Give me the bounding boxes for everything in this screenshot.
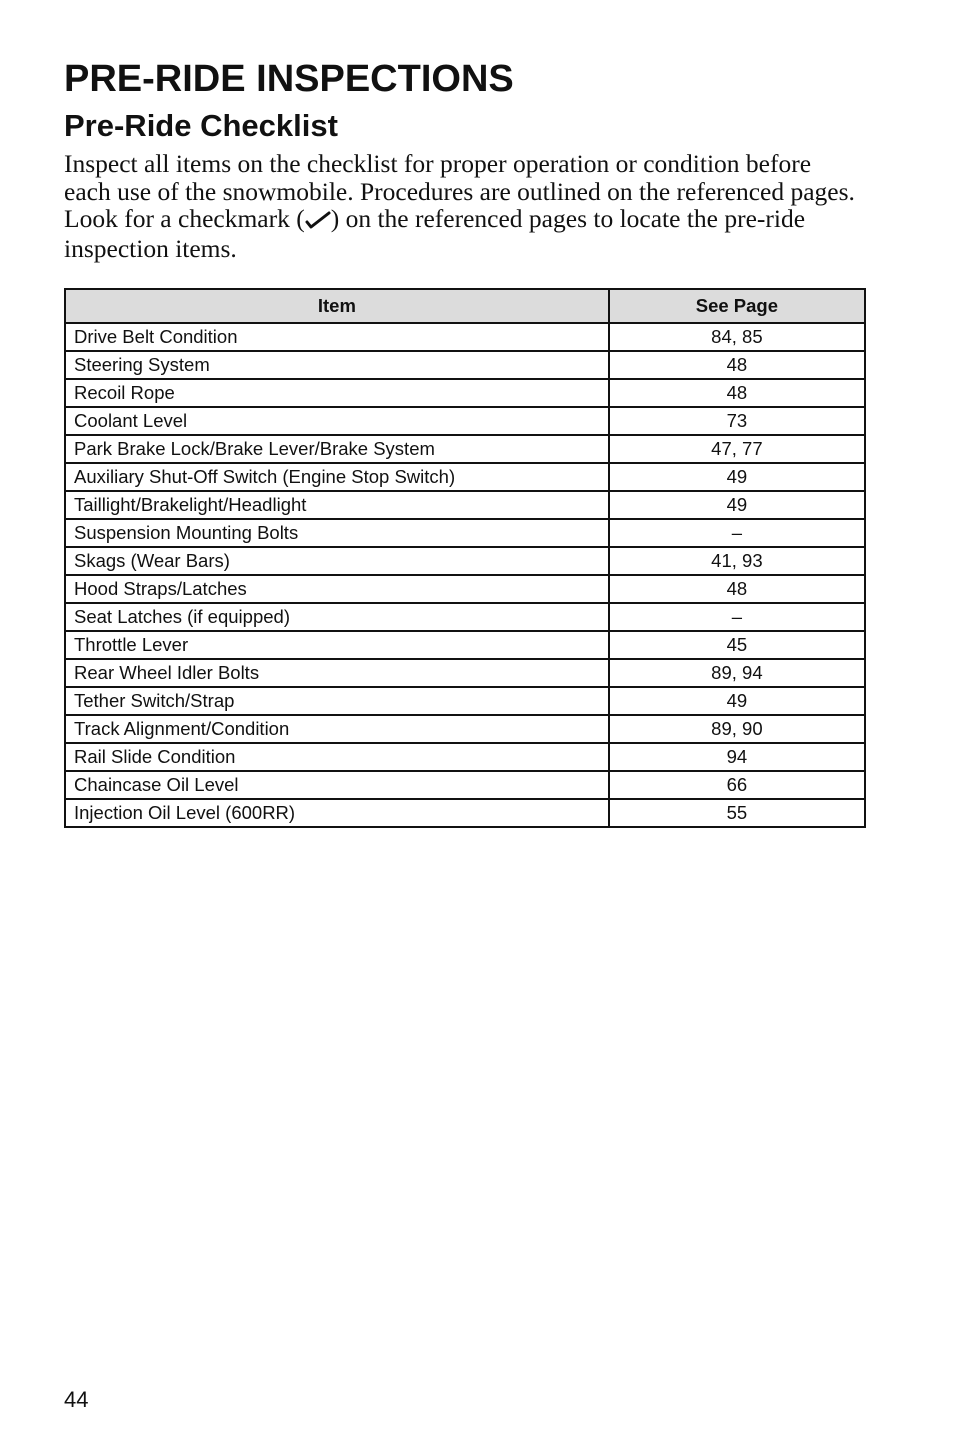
table-row (65, 351, 865, 379)
item-cell: Drive Belt Condition (65, 323, 609, 351)
item-cell: Chaincase Oil Level (65, 771, 609, 799)
table-row (65, 491, 865, 519)
see-page-cell: 48 (609, 575, 865, 603)
see-page-cell: 89, 90 (609, 715, 865, 743)
intro-paragraph (64, 150, 864, 262)
see-page-cell: 84, 85 (609, 323, 865, 351)
see-page-cell: 45 (609, 631, 865, 659)
table-row (65, 799, 865, 827)
table-row (65, 771, 865, 799)
item-cell: Injection Oil Level (600RR) (65, 799, 609, 827)
table-row (65, 603, 865, 631)
pre-ride-checklist-table (64, 288, 866, 828)
see-page-cell: – (609, 519, 865, 547)
item-cell: Track Alignment/Condition (65, 715, 609, 743)
page-number: 44 (64, 1387, 89, 1412)
see-page-cell: 41, 93 (609, 547, 865, 575)
see-page-cell: 48 (609, 351, 865, 379)
item-cell: Coolant Level (65, 407, 609, 435)
item-cell: Hood Straps/Latches (65, 575, 609, 603)
table-row (65, 631, 865, 659)
item-cell: Throttle Lever (65, 631, 609, 659)
see-page-cell: 89, 94 (609, 659, 865, 687)
see-page-cell: – (609, 603, 865, 631)
item-cell: Skags (Wear Bars) (65, 547, 609, 575)
column-header-see-page: See Page (609, 289, 865, 323)
see-page-cell: 49 (609, 687, 865, 715)
table-row (65, 575, 865, 603)
see-page-cell: 66 (609, 771, 865, 799)
table-row (65, 547, 865, 575)
table-row (65, 715, 865, 743)
intro-text-before: Inspect all items on the checklist for proper operation or condition before each use of the snowmobile. Procedures are outlined on the referenced pages. Look for a checkmark ( (64, 149, 855, 233)
see-page-cell: 73 (609, 407, 865, 435)
item-cell: Seat Latches (if equipped) (65, 603, 609, 631)
item-cell: Park Brake Lock/Brake Lever/Brake System (65, 435, 609, 463)
column-header-item: Item (65, 289, 609, 323)
table-body (65, 323, 865, 827)
table-row (65, 519, 865, 547)
item-cell: Taillight/Brakelight/Headlight (65, 491, 609, 519)
item-cell: Suspension Mounting Bolts (65, 519, 609, 547)
checkmark-icon (305, 207, 331, 235)
see-page-cell: 49 (609, 491, 865, 519)
see-page-cell: 55 (609, 799, 865, 827)
section-title: Pre-Ride Checklist (64, 108, 338, 143)
table-row (65, 659, 865, 687)
table-row (65, 687, 865, 715)
intro-text-after: ) on the referenced pages to locate the pre-ride inspection items. (64, 204, 806, 263)
item-cell: Recoil Rope (65, 379, 609, 407)
table-row (65, 435, 865, 463)
item-cell: Tether Switch/Strap (65, 687, 609, 715)
table-row (65, 323, 865, 351)
page-title: PRE-RIDE INSPECTIONS (64, 58, 514, 100)
see-page-cell: 94 (609, 743, 865, 771)
see-page-cell: 49 (609, 463, 865, 491)
table-row (65, 379, 865, 407)
item-cell: Auxiliary Shut-Off Switch (Engine Stop Switch) (65, 463, 609, 491)
see-page-cell: 47, 77 (609, 435, 865, 463)
table-row (65, 407, 865, 435)
table-header-row (65, 289, 865, 323)
item-cell: Rear Wheel Idler Bolts (65, 659, 609, 687)
item-cell: Steering System (65, 351, 609, 379)
table-row (65, 463, 865, 491)
see-page-cell: 48 (609, 379, 865, 407)
table-row (65, 743, 865, 771)
item-cell: Rail Slide Condition (65, 743, 609, 771)
